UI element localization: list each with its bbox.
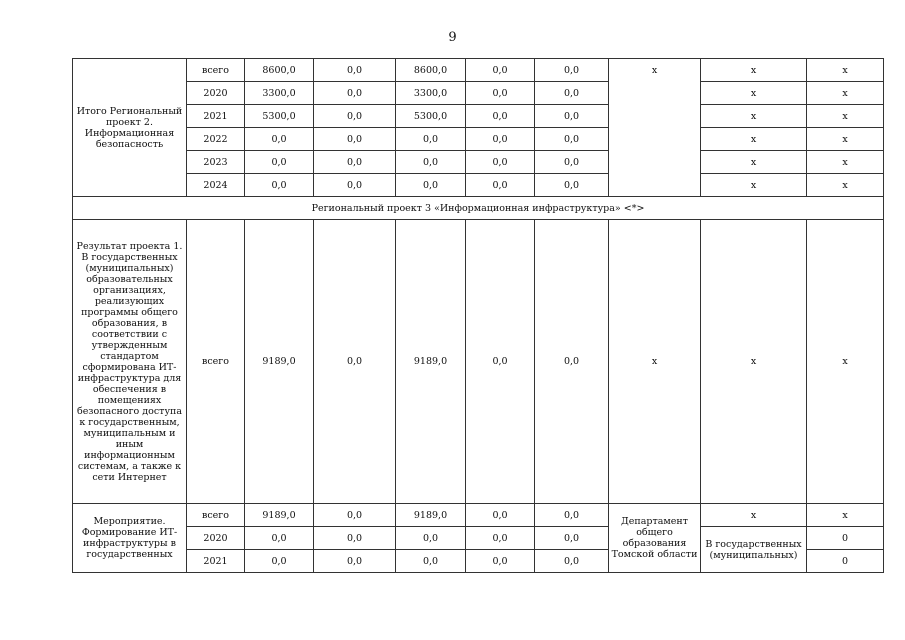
responsible-cell: x xyxy=(609,59,701,197)
value-cell: 0,0 xyxy=(466,128,535,151)
year-cell: 2021 xyxy=(187,105,245,128)
value-cell: 0,0 xyxy=(245,174,314,197)
value-cell: 0,0 xyxy=(535,220,609,504)
target-cell: x xyxy=(807,504,884,527)
row-name-measure: Мероприятие. Формирование ИТ-инфраструктуры в государственных xyxy=(73,504,187,573)
value-cell: 0,0 xyxy=(535,105,609,128)
year-cell: всего xyxy=(187,504,245,527)
table-row xyxy=(73,174,884,197)
year-cell: 2022 xyxy=(187,128,245,151)
indicator-cell: x xyxy=(701,174,807,197)
value-cell: 0,0 xyxy=(314,82,396,105)
value-cell: 0,0 xyxy=(466,174,535,197)
target-cell: x xyxy=(807,59,884,82)
value-cell: 0,0 xyxy=(245,151,314,174)
indicator-cell: x xyxy=(701,128,807,151)
indicator-cell: x xyxy=(701,220,807,504)
value-cell: 0,0 xyxy=(245,550,314,573)
value-cell: 3300,0 xyxy=(245,82,314,105)
year-cell: 2020 xyxy=(187,82,245,105)
value-cell: 0,0 xyxy=(535,59,609,82)
year-cell: 2024 xyxy=(187,174,245,197)
indicator-cell: x xyxy=(701,151,807,174)
table-row xyxy=(73,82,884,105)
value-cell: 0,0 xyxy=(466,504,535,527)
value-cell: 8600,0 xyxy=(396,59,466,82)
value-cell: 0,0 xyxy=(396,174,466,197)
value-cell: 0,0 xyxy=(314,527,396,550)
value-cell: 0,0 xyxy=(535,174,609,197)
indicator-cell: x xyxy=(701,82,807,105)
table-row xyxy=(73,527,884,550)
table-row xyxy=(73,59,884,82)
value-cell: 0,0 xyxy=(466,151,535,174)
target-cell: x xyxy=(807,82,884,105)
value-cell: 0,0 xyxy=(466,220,535,504)
section-row xyxy=(73,197,884,220)
value-cell: 0,0 xyxy=(245,527,314,550)
value-cell: 0,0 xyxy=(314,59,396,82)
value-cell: 9189,0 xyxy=(245,220,314,504)
value-cell: 5300,0 xyxy=(245,105,314,128)
value-cell: 0,0 xyxy=(535,504,609,527)
value-cell: 0,0 xyxy=(396,527,466,550)
value-cell: 0,0 xyxy=(314,174,396,197)
row-name-result-1: Результат проекта 1. В государственных (муниципальных) образовательных организациях, реализующих программы общего образования, в соответствии с утвержденным стандартом сформирована ИТ-инфраструктура для обеспечения в помещениях безопасного доступа к государственным, муниципальным и иным информационным системам, а также к сети Интернет xyxy=(73,220,187,504)
responsible-cell: Департамент общего образования Томской области xyxy=(609,504,701,573)
target-cell: x xyxy=(807,220,884,504)
value-cell: 0,0 xyxy=(245,128,314,151)
table-row xyxy=(73,504,884,527)
target-cell: x xyxy=(807,105,884,128)
value-cell: 0,0 xyxy=(314,220,396,504)
target-cell: x xyxy=(807,128,884,151)
table-row xyxy=(73,128,884,151)
value-cell: 0,0 xyxy=(535,82,609,105)
value-cell: 8600,0 xyxy=(245,59,314,82)
value-cell: 0,0 xyxy=(535,128,609,151)
value-cell: 0,0 xyxy=(314,128,396,151)
indicator-cell: В государственных (муниципальных) xyxy=(701,527,807,573)
table-row xyxy=(73,105,884,128)
value-cell: 9189,0 xyxy=(245,504,314,527)
section-title-regional-project-3: Региональный проект 3 «Информационная инфраструктура» <*> xyxy=(73,197,884,220)
value-cell: 0,0 xyxy=(314,105,396,128)
value-cell: 0,0 xyxy=(314,504,396,527)
value-cell: 0,0 xyxy=(314,151,396,174)
value-cell: 9189,0 xyxy=(396,220,466,504)
table-row xyxy=(73,220,884,504)
year-cell: 2023 xyxy=(187,151,245,174)
indicator-cell: x xyxy=(701,504,807,527)
indicator-cell: x xyxy=(701,105,807,128)
value-cell: 0,0 xyxy=(466,59,535,82)
target-cell: x xyxy=(807,174,884,197)
page-number: 9 xyxy=(448,30,457,45)
value-cell: 0,0 xyxy=(466,527,535,550)
year-cell: 2021 xyxy=(187,550,245,573)
value-cell: 0,0 xyxy=(396,151,466,174)
year-cell: 2020 xyxy=(187,527,245,550)
year-cell: всего xyxy=(187,220,245,504)
value-cell: 0,0 xyxy=(396,550,466,573)
value-cell: 0,0 xyxy=(466,105,535,128)
value-cell: 5300,0 xyxy=(396,105,466,128)
value-cell: 0,0 xyxy=(535,527,609,550)
target-cell: x xyxy=(807,151,884,174)
value-cell: 0,0 xyxy=(396,128,466,151)
indicator-cell: x xyxy=(701,59,807,82)
row-name-regional-project-2: Итого Региональный проект 2. Информационная безопасность xyxy=(73,59,187,197)
budget-table xyxy=(72,58,884,573)
value-cell: 0,0 xyxy=(466,82,535,105)
value-cell: 0,0 xyxy=(466,550,535,573)
table-row xyxy=(73,151,884,174)
responsible-cell: x xyxy=(609,220,701,504)
value-cell: 0,0 xyxy=(535,151,609,174)
year-cell: всего xyxy=(187,59,245,82)
value-cell: 9189,0 xyxy=(396,504,466,527)
target-cell: 0 xyxy=(807,550,884,573)
value-cell: 0,0 xyxy=(314,550,396,573)
value-cell: 3300,0 xyxy=(396,82,466,105)
value-cell: 0,0 xyxy=(535,550,609,573)
target-cell: 0 xyxy=(807,527,884,550)
